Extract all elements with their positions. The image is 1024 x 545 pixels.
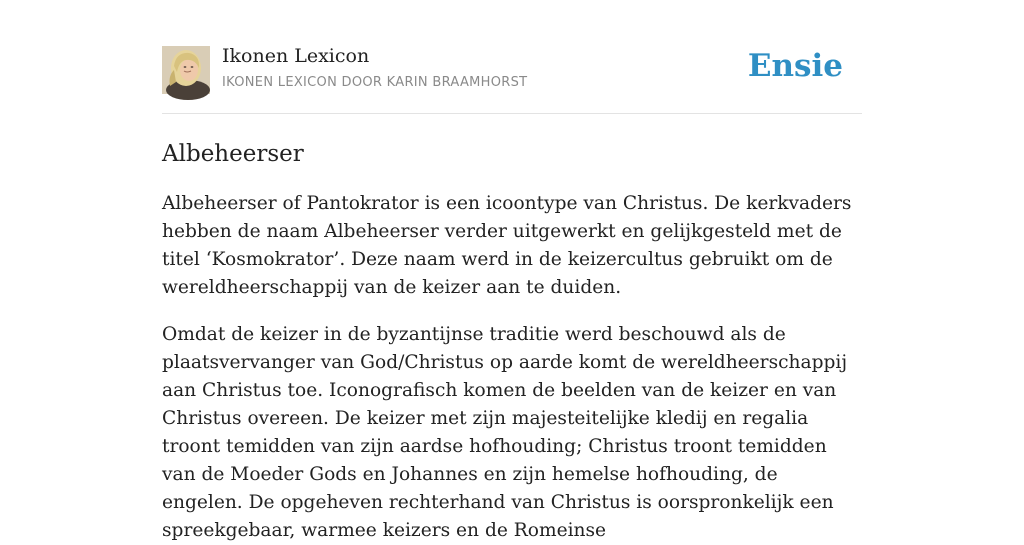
avatar-portrait-image <box>162 46 210 94</box>
author-subtitle: IKONEN LEXICON DOOR KARIN BRAAMHORST <box>222 75 528 90</box>
author-name[interactable]: Ikonen Lexicon <box>222 45 370 67</box>
author-header <box>162 0 862 114</box>
article-title: Albeheerser <box>162 141 304 167</box>
content-column <box>162 0 862 545</box>
article-paragraph-1: Albeheerser of Pantokrator is een icoontype van Christus. De kerkvaders hebben de naam Albeheerser verder uitgewerkt en gelijkgesteld met de titel ‘Kosmokrator’. Deze naam werd in de keizercultus gebruikt om de wereldheerschappij van de keizer aan te duiden. <box>162 193 852 298</box>
article-body <box>162 190 862 545</box>
article-paragraph-2: Omdat de keizer in de byzantijnse traditie werd beschouwd als de plaatsvervanger van God/Christus op aarde komt de wereldheerschappij aan Christus toe. Iconografisch komen de beelden van de keizer en van Christus overeen. De keizer met zijn majesteitelijke kledij en regalia troont temidden van zijn aardse hofhouding; Christus troont temidden van de Moeder Gods en Johannes en zijn hemelse hofhouding, de engelen. De opgeheven rechterhand van Christus is oorspronkelijk een spreekgebaar, warmee keizers en de Romeinse <box>162 324 848 541</box>
author-avatar[interactable] <box>162 46 210 94</box>
ensie-logo-link[interactable]: Ensie <box>747 48 843 84</box>
